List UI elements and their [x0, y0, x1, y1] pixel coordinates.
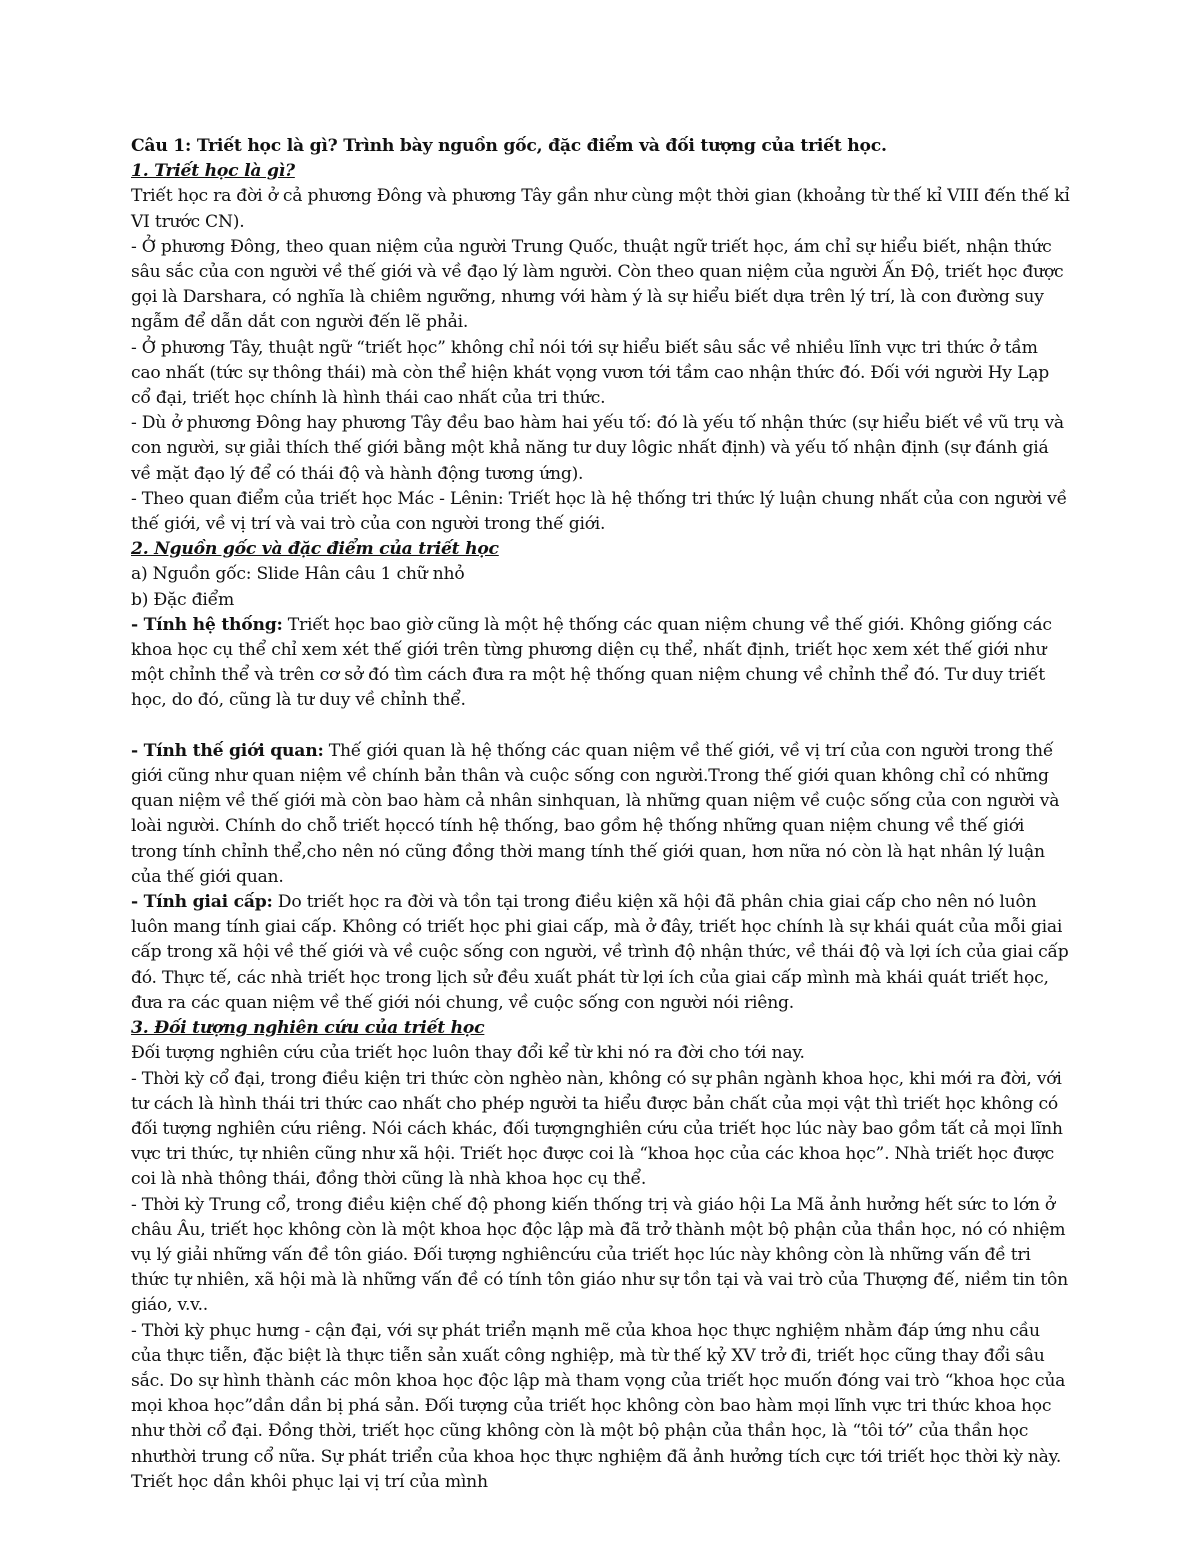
worldview-text: Thế giới quan là hệ thống các quan niệm về thế giới, về vị trí của con người trong thế giới cũng như quan niệm về chính bản thân và cuộc sống con người.Trong thế giới quan không chỉ có những quan niệm về thế giới mà còn bao hàm cả nhân sinhquan, là những quan niệm về cuộc sống của con người và loài người. Chính do chỗ triết họccó tính hệ thống, bao gồm hệ thống những quan niệm chung về thế giới trong tính chỉnh thể,cho nên nó cũng đồng thời mang tính thế giới quan, hơn nữa nó còn là hạt nhân lý luận của thế giới quan. [131, 740, 1060, 887]
section-2-paragraph-worldview [131, 739, 1071, 890]
section-3-paragraph-2: - Thời kỳ cổ đại, trong điều kiện tri thức còn nghèo nàn, không có sự phân ngành khoa học, khi mới ra đời, với tư cách là hình thái tri thức cao nhất cho phép người ta hiểu được bản chất của mọi vật thì triết học không có đối tượng nghiên cứu riêng. Nói cách khác, đối tượngnghiên cứu của triết học lúc này bao gồm tất cả mọi lĩnh vực tri thức, tự nhiên cũng như xã hội. Triết học được coi là “khoa học của các khoa học”. Nhà triết học được coi là nhà thông thái, đồng thời cũng là nhà khoa học cụ thể. [131, 1068, 1063, 1190]
section-3-paragraph-3: - Thời kỳ Trung cổ, trong điều kiện chế độ phong kiến thống trị và giáo hội La Mã ảnh hưởng hết sức to lớn ở châu Âu, triết học không còn là một khoa học độc lập mà đã trở thành một bộ phận của thần học, nó có nhiệm vụ lý giải những vấn đề tôn giáo. Đối tượng nghiêncứu của triết học lúc này không còn là những vấn đề tri thức tự nhiên, xã hội mà là những vấn đề có tính tôn giáo như sự tồn tại và vai trò của Thượng đế, niềm tin tôn giáo, v.v.. [131, 1194, 1068, 1316]
section-1-paragraph-2: - Ở phương Đông, theo quan niệm của người Trung Quốc, thuật ngữ triết học, ám chỉ sự hiểu biết, nhận thức sâu sắc của con người về thế giới và về đạo lý làm người. Còn theo quan niệm của người Ấn Độ, triết học được gọi là Darshara, có nghĩa là chiêm ngưỡng, nhưng với hàm ý là sự hiểu biết dựa trên lý trí, là con đường suy ngẫm để dẫn dắt con người đến lẽ phải. [131, 236, 1064, 333]
class-text: Do triết học ra đời và tồn tại trong điều kiện xã hội đã phân chia giai cấp cho nên nó luôn luôn mang tính giai cấp. Không có triết học phi giai cấp, mà ở đây, triết học chính là sự khái quát của mỗi giai cấp trong xã hội về thế giới và về cuộc sống con người, về trình độ nhận thức, về thái độ và lợi ích của giai cấp đó. Thực tế, các nhà triết học trong lịch sử đều xuất phát từ lợi ích của giai cấp mình mà khái quát triết học, đưa ra các quan niệm về thế giới nói chung, về cuộc sống con người nói riêng. [131, 892, 1069, 1013]
section-1-heading: 1. Triết học là gì? [131, 161, 295, 182]
section-3-heading: 3. Đối tượng nghiên cứu của triết học [131, 1018, 485, 1039]
section-1-paragraph-1: Triết học ra đời ở cả phương Đông và phương Tây gần như cùng một thời gian (khoảng từ thế kỉ VIII đến thế kỉ VI trước CN). [131, 186, 1070, 232]
section-2-features-line: b) Đặc điểm [131, 589, 235, 610]
section-2-origin-line: a) Nguồn gốc: Slide Hân câu 1 chữ nhỏ [131, 564, 465, 585]
document-title: Câu 1: Triết học là gì? Trình bày nguồn gốc, đặc điểm và đối tượng của triết học. [131, 136, 887, 156]
section-1-paragraph-4: - Dù ở phương Đông hay phương Tây đều bao hàm hai yếu tố: đó là yếu tố nhận thức (sự hiểu biết về vũ trụ và con người, sự giải thích thế giới bằng một khả năng tư duy lôgic nhất định) và yếu tố nhận định (sự đánh giá về mặt đạo lý để có thái độ và hành động tương ứng). [131, 413, 1064, 484]
section-3-paragraph-1: Đối tượng nghiên cứu của triết học luôn thay đổi kể từ khi nó ra đời cho tới nay. [131, 1043, 805, 1064]
section-2-heading: 2. Nguồn gốc và đặc điểm của triết học [131, 539, 499, 560]
section-2-paragraph-class [131, 890, 1071, 1016]
systematic-label: - Tính hệ thống: [131, 614, 283, 635]
blank-line [131, 714, 1071, 739]
worldview-label: - Tính thế giới quan: [131, 740, 324, 761]
section-3-paragraph-4: - Thời kỳ phục hưng - cận đại, với sự phát triển mạnh mẽ của khoa học thực nghiệm nhằm đáp ứng nhu cầu của thực tiễn, đặc biệt là thực tiễn sản xuất công nghiệp, mà từ thế kỷ XV trở đi, triết học cũng thay đổi sâu sắc. Do sự hình thành các môn khoa học độc lập mà tham vọng của triết học muốn đóng vai trò “khoa học của mọi khoa học”dần dần bị phá sản. Đối tượng của triết học không còn bao hàm mọi lĩnh vực tri thức khoa học như thời cổ đại. Đồng thời, triết học cũng không còn là một bộ phận của thần học, là “tôi tớ” của thần học nhưthời trung cổ nữa. Sự phát triển của khoa học thực nghiệm đã ảnh hưởng tích cực tới triết học thời kỳ này. Triết học dần khôi phục lại vị trí của mình [131, 1320, 1066, 1492]
section-1-paragraph-5: - Theo quan điểm của triết học Mác - Lênin: Triết học là hệ thống tri thức lý luận chung nhất của con người về thế giới, về vị trí và vai trò của con người trong thế giới. [131, 488, 1067, 535]
systematic-text: Triết học bao giờ cũng là một hệ thống các quan niệm chung về thế giới. Không giống các khoa học cụ thể chỉ xem xét thế giới trên từng phương diện cụ thể, nhất định, triết học xem xét thế giới như một chỉnh thể và trên cơ sở đó tìm cách đưa ra một hệ thống quan niệm chung về chỉnh thể đó. Tư duy triết học, do đó, cũng là tư duy về chỉnh thể. [131, 614, 1052, 711]
section-1-paragraph-3: - Ở phương Tây, thuật ngữ “triết học” không chỉ nói tới sự hiểu biết sâu sắc về nhiều lĩnh vực tri thức ở tầm cao nhất (tức sự thông thái) mà còn thể hiện khát vọng vươn tới tầm cao nhận thức đó. Đối với người Hy Lạp cổ đại, triết học chính là hình thái cao nhất của tri thức. [131, 337, 1050, 409]
class-label: - Tính giai cấp: [131, 892, 273, 913]
document-page [131, 134, 1071, 1495]
section-2-paragraph-systematic [131, 613, 1071, 714]
